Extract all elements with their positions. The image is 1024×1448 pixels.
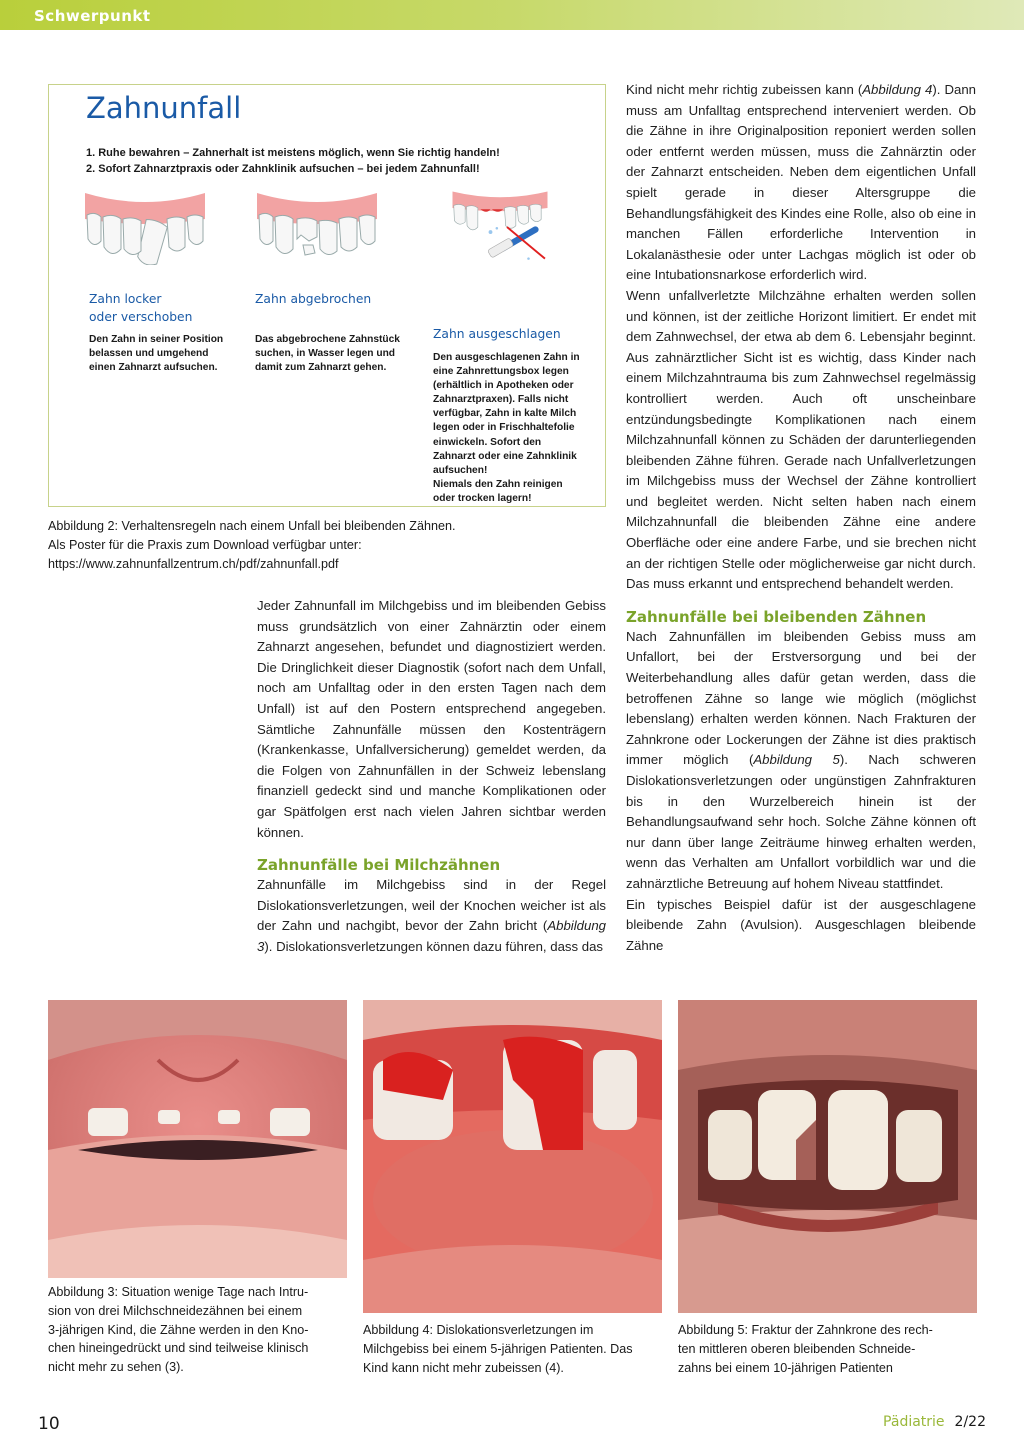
figure-3-caption <box>48 1283 347 1377</box>
case-3-line: (erhältlich in Apotheken oder <box>433 380 574 392</box>
paragraph: Jeder Zahnunfall im Milchgebiss und im bleibenden Gebiss muss grundsätzlich von einer Zahnärztin oder einem Zahnarzt angesehen, befundet und diagnostiziert werden. Die Dringlichkeit dieser Diagnostik (sofort nach dem Unfall, noch am Unfalltag oder in den ersten Tagen nach dem Unfall) ist auf den Postern entsprechend angegeben. Sämtliche Zahnunfälle müssen den Kostenträgern (Krankenkasse, Unfallversicherung) gemeldet werden, da die Folgen von Zahnunfällen in der Schweiz lebenslang finanziell gedeckt sind und manche Komplikationen oder gar Spätfolgen erst nach vielen Jahren sichtbar werden können. <box>257 598 606 840</box>
case-3-line: Den ausgeschlagenen Zahn in <box>433 352 580 363</box>
case-1-line: einen Zahnarzt aufsuchen. <box>89 362 218 374</box>
figure-4-photo <box>363 1000 662 1313</box>
figure-2-poster <box>48 84 606 507</box>
figure-5-photo <box>678 1000 977 1313</box>
tooth-broken-illustration <box>257 189 377 265</box>
case-3-line: eine Zahnrettungsbox legen <box>433 366 569 378</box>
caption-line: nicht mehr zu sehen (3). <box>48 1360 184 1375</box>
case-3-text <box>433 351 580 506</box>
figure-5-caption <box>678 1321 977 1377</box>
right-column <box>626 80 976 956</box>
figure-4-caption <box>363 1321 662 1377</box>
section-heading-permanent-teeth: Zahnunfälle bei bleibenden Zähnen <box>626 607 927 626</box>
caption-line: Abbildung 5: Fraktur der Zahnkrone des rech- <box>678 1323 933 1337</box>
case-3-line: Zahnarztpraxen). Falls nicht <box>433 394 569 406</box>
section-heading-milk-teeth: Zahnunfälle bei Milchzähnen <box>257 856 501 875</box>
tooth-loose-illustration <box>85 189 205 265</box>
poster-rule-1: 1. Ruhe bewahren – Zahnerhalt ist meistens möglich, wenn Sie richtig handeln! <box>86 147 500 159</box>
case-1-line: Den Zahn in seiner Position <box>89 334 224 345</box>
journal-issue: 2/22 <box>954 1414 986 1430</box>
caption-line: ten mittleren oberen bleibenden Schneide- <box>678 1341 916 1356</box>
caption-line: Abbildung 2: Verhaltensregeln nach einem Unfall bei bleibenden Zähnen. <box>48 519 456 533</box>
caption-line: Kind kann nicht mehr zubeissen (4). <box>363 1360 564 1375</box>
page-number: 10 <box>38 1414 60 1434</box>
case-3-line: verfügbar, Zahn in kalte Milch <box>433 408 577 420</box>
caption-line: Abbildung 3: Situation wenige Tage nach Intru- <box>48 1285 309 1299</box>
case-2-line: suchen, in Wasser legen und <box>255 348 396 360</box>
case-3-line: Niemals den Zahn reinigen <box>433 478 563 490</box>
case-2-text <box>255 333 400 375</box>
section-label: Schwerpunkt <box>34 7 151 25</box>
paragraph: Kind nicht mehr richtig zubeissen kann (Abbildung 4). Dann muss am Unfalltag entsprechend interveniert werden. Ob die Zähne in ihre Originalposition reponiert werden sollen oder entfernt werden müssen, muss die Zahnärztin oder der Zahnarzt entscheiden. Neben dem eigentlichen Unfall spielt gerade in dieser Altersgruppe die Behandlungsfähigkeit des Kindes eine Rolle, also ob eine in manchen Fällen erforderliche Intervention in Lokalanästhesie oder unter Lachgas möglich ist oder ob eine Intubationsnarkose erforderlich wird. <box>626 82 976 283</box>
case-3-line: aufsuchen! <box>433 464 488 476</box>
caption-line: Als Poster für die Praxis zum Download verfügbar unter: <box>48 537 362 552</box>
poster-title: Zahnunfall <box>86 91 242 125</box>
caption-line: Milchgebiss bei einem 5-jährigen Patienten. Das <box>363 1341 633 1356</box>
case-1-text <box>89 333 223 375</box>
case-3-title: Zahn ausgeschlagen <box>433 327 561 341</box>
caption-line: Abbildung 4: Dislokationsverletzungen im <box>363 1323 594 1337</box>
case-1-title-line-1: Zahn locker <box>89 292 162 306</box>
caption-line: chen hineingedrückt und sind teilweise klinisch <box>48 1341 309 1356</box>
paragraph: Wenn unfallverletzte Milchzähne erhalten werden sollen und können, ist der zeitliche Horizont limitiert. Er endet mit dem Zahnwechsel, der etwa ab dem 6. Lebensjahr beginnt. Aus zahnärztlicher Sicht ist es wichtig, dass Kinder nach einem Milchzahntrauma bis zum Zahnwechsel regelmässig kontrolliert werden. Auch oft unscheinbare entzündungsbedingte Komplikationen nach einem Milchzahnunfall können zu Schäden der darunterliegenden bleibenden Zähne führen. Gerade nach Unfallverletzungen im Milchgebiss muss der Wechsel der Zähne kontrolliert und begleitet werden. Nicht selten haben nach einem Milchzahnunfall die bleibenden Zähne eine andere Oberfläche oder eine andere Farbe, und sie brechen nicht an der richtigen Stelle oder möglicherweise gar nicht durch. Das muss erkannt und entsprechend behandelt werden. <box>626 287 976 592</box>
caption-line: 3-jährigen Kind, die Zähne werden in den Kno- <box>48 1322 309 1337</box>
paragraph: Nach Zahnunfällen im bleibenden Gebiss muss am Unfallort, bei der Erstversorgung und bei der Weiterbehandlung alles dafür getan werden, dass die betroffenen Zähne so lange wie möglich (möglichst lebenslang) erhalten werden können. Nach Frakturen der Zahnkrone oder Lockerungen der Zähne ist dies praktisch immer möglich (Abbildung 5). Nach schweren Dislokationsverletzungen oder ungünstigen Zahnfrakturen bis in den Wurzelbereich hinein ist der Behandlungsaufwand sehr hoch. Solche Zähne können oft nur dann über lange Zeiträume hinweg erhalten werden, wenn das Verhalten am Unfallort vorbildlich war und die zahnärztliche Betreuung auf hohem Niveau stattfindet. <box>626 628 976 891</box>
case-2-line: Das abgebrochene Zahnstück <box>255 334 400 345</box>
case-3-line: legen oder in Frischhaltefolie <box>433 422 575 434</box>
caption-line: zahns bei einem 10-jährigen Patienten <box>678 1360 893 1375</box>
tooth-knocked-out-illustration <box>425 189 575 265</box>
caption-line[interactable]: https://www.zahnunfallzentrum.ch/pdf/zahnunfall.pdf <box>48 556 339 571</box>
caption-line: sion von drei Milchschneidezähnen bei einem <box>48 1303 303 1318</box>
paragraph: Zahnunfälle im Milchgebiss sind in der Regel Dislokationsverletzungen, weil der Knochen weicher ist als der Zahn und nachgibt, bevor der Zahn bricht (Abbildung 3). Dislokationsverletzungen können dazu führen, dass das <box>257 877 606 954</box>
case-1-title-line-2: oder verschoben <box>89 310 193 324</box>
journal-footer <box>883 1414 986 1430</box>
poster-rule-2: 2. Sofort Zahnarztpraxis oder Zahnklinik aufsuchen – bei jedem Zahnunfall! <box>86 163 480 175</box>
case-2-title: Zahn abgebrochen <box>255 292 372 306</box>
figure-2-caption <box>48 517 456 573</box>
case-1-line: belassen und umgehend <box>89 348 209 360</box>
case-3-line: oder trocken lagern! <box>433 492 532 504</box>
case-3-line: Zahnarzt oder eine Zahnklinik <box>433 450 577 462</box>
middle-column <box>257 596 606 958</box>
paragraph: Ein typisches Beispiel dafür ist der ausgeschlagene bleibende Zahn (Avulsion). Ausgeschlagen bleibende Zähne <box>626 896 976 953</box>
figure-3-photo <box>48 1000 347 1278</box>
journal-name: Pädiatrie <box>883 1414 945 1430</box>
case-2-line: damit zum Zahnarzt gehen. <box>255 362 387 374</box>
section-header-bar <box>0 0 1024 30</box>
case-3-line: einwickeln. Sofort den <box>433 436 542 448</box>
